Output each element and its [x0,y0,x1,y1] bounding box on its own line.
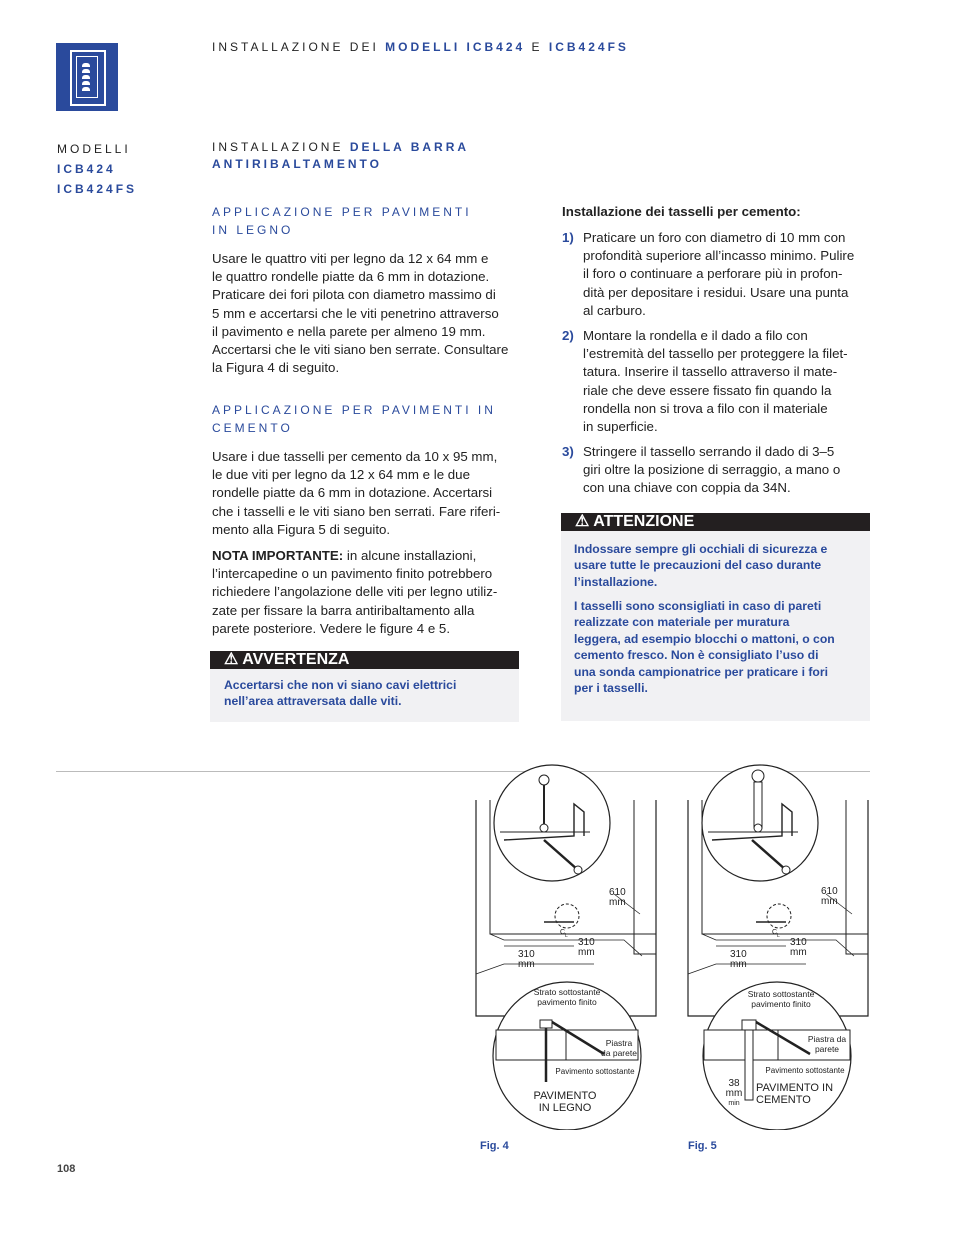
wood-line: le quattro rondelle piatte da 6 mm in dotazione. [212,269,490,285]
dim-610-unit: mm [821,896,838,907]
warning-line: Accertarsi che non vi siano cavi elettrici [224,678,457,692]
step-line: Stringere il tassello serrando il dado di 3–5 [583,444,835,459]
warning-line: nell’area attraversata dalle viti. [224,694,402,709]
wood-line: Accertarsi che le viti siano ben serrate. Consultare [212,342,509,358]
sidebar-model-2: ICB424FS [57,182,138,196]
caution-paragraph-2 [574,598,835,696]
step-line: con una chiave con coppia da 34N. [583,480,791,496]
step-text [583,327,848,436]
header-connector: E [531,40,543,54]
step-line: il foro o continuare a perforare più in profon- [583,266,843,282]
centerline-mark: C [560,929,566,936]
floor-type-2: CEMENTO [756,1094,811,1106]
step-line: riale che deve essere fissato fin quando la [583,382,832,398]
plate-label-2: da parete [601,1048,637,1058]
plate-label-1: Piastra da [807,1034,847,1044]
dim-310-right-unit: mm [790,947,807,958]
anchors-title: Installazione dei tasselli per cemento: [562,204,801,219]
caution-line: Indossare sempre gli occhiali di sicurezza e [574,542,828,556]
floor-type-1: PAVIMENTO IN [756,1082,834,1094]
brand-logo [56,43,118,111]
subfloor-label: Pavimento sottostante [555,1067,635,1076]
concrete-heading [212,401,542,437]
note-line: zate per fissare la barra antiribaltamento alla [212,602,475,618]
caution-title: ATTENZIONE [593,513,695,530]
header-model-1: MODELLI ICB424 [385,40,526,54]
concrete-line: che i tasselli e le viti siano ben serrati. Fare riferi- [212,503,501,519]
note-line: parete posteriore. Vedere le figure 4 e 5. [212,620,451,636]
centerline-mark: C [772,929,778,936]
concrete-heading-line-2: CEMENTO [212,421,293,435]
warning-title: AVVERTENZA [242,651,350,668]
underlay-label-1: Strato sottostante [747,989,815,999]
dim-310-left: 310 [730,949,747,960]
caution-paragraph-1 [574,541,827,590]
figure-5-caption: Fig. 5 [688,1140,717,1152]
step-number: 1) [562,230,574,245]
caution-line: leggera, ad esempio blocchi o mattoni, o con [574,631,835,646]
dim-610: 610 [821,886,838,897]
step-3 [562,443,884,503]
concrete-paragraph [212,448,542,539]
dim-310-left-unit: mm [518,959,535,970]
step-line: al carburo. [583,302,646,318]
note-label: NOTA IMPORTANTE: [212,548,344,563]
concrete-line: Usare i due tasselli per cemento da 10 x 95 mm, [212,449,498,464]
dim-310-left-unit: mm [730,959,747,970]
depth-min: min [728,1100,740,1107]
step-line: l’estremità del tassello per proteggere la filet- [583,346,848,362]
important-note [212,547,542,638]
step-line: Montare la rondella e il dado a filo con [583,328,808,343]
caution-line: realizzate con materiale per muratura [574,615,790,630]
wood-line: Praticare dei fori pilota con diametro massimo di [212,287,496,303]
caution-line: per i tasselli. [574,681,648,696]
note-line: l’intercapedine o un pavimento finito potrebbero [212,566,493,582]
figure-5-diagram [686,764,874,1130]
caution-line: l’installazione. [574,574,658,589]
step-1 [562,229,884,318]
wood-line: la Figura 4 di seguito. [212,360,340,376]
step-line: in superficie. [583,419,658,435]
wood-line: il pavimento e nella parete per almeno 19 mm. [212,323,486,339]
warning-triangle-icon: ⚠ [224,651,239,668]
dim-310-right-unit: mm [578,947,595,958]
subfloor-label: Pavimento sottostante [765,1066,845,1075]
warning-triangle-icon: ⚠ [575,513,590,530]
depth-unit: mm [725,1088,743,1099]
header-model-2: ICB424FS [548,40,629,54]
figure-4-caption: Fig. 4 [480,1140,509,1152]
dim-310-right: 310 [578,937,595,948]
underlay-label-1: Strato sottostante [533,987,601,997]
caution-line: usare tutte le precauzioni del caso durante [574,558,822,573]
step-number: 3) [562,444,574,459]
plate-label-2: parete [814,1044,840,1054]
concrete-heading-line-1: APPLICAZIONE PER PAVIMENTI IN [212,403,496,417]
caution-line: cemento fresco. Non è consigliato l’uso di [574,648,819,663]
sidebar-models [57,139,137,199]
floor-type-1: PAVIMENTO [533,1090,597,1102]
step-2 [562,327,884,435]
caution-line: una sonda campionatrice per praticare i fori [574,664,828,679]
step-line: profondità superiore all’incasso minimo. Pulire [583,248,855,264]
wood-heading-line-2: IN LEGNO [212,223,294,237]
caution-box [561,513,870,721]
step-text [583,229,854,320]
section-title-bold-2: ANTIRIBALTAMENTO [212,157,382,171]
section-title [212,139,512,173]
figure-4-diagram [474,764,662,1130]
step-line: giri oltre la posizione di serraggio, a mano o [583,462,841,478]
centerline-sub: L [565,933,568,939]
plate-label-1: Piastra [605,1038,633,1048]
section-title-plain: INSTALLAZIONE [212,140,344,154]
wood-heading [212,203,542,239]
section-title-bold-1: DELLA BARRA [349,140,470,154]
step-number: 2) [562,328,574,343]
caution-line: I tasselli sono sconsigliati in caso di pareti [574,599,822,613]
concrete-line: le due viti per legno da 12 x 64 mm e le due [212,467,470,483]
wood-paragraph [212,250,542,377]
caution-title-bar [561,513,870,531]
note-line: richiedere l’angolazione delle viti per legno utiliz- [212,584,498,600]
step-line: dità per depositare i residui. Usare una punta [583,284,849,300]
floor-type-2: IN LEGNO [538,1102,592,1114]
warning-text [224,677,456,710]
depth-value: 38 [728,1078,740,1089]
dim-310-left: 310 [518,949,535,960]
wood-line: 5 mm e accertarsi che le viti penetrino attraverso [212,305,499,321]
underlay-label-2: pavimento finito [751,999,811,1009]
warning-box [210,651,519,722]
concrete-line: rondelle piatte da 6 mm in dotazione. Accertarsi [212,485,493,501]
concrete-line: mento alla Figura 5 di seguito. [212,521,391,537]
dim-610-unit: mm [609,897,626,908]
wood-line: Usare le quattro viti per legno da 12 x 64 mm e [212,251,489,266]
step-text [583,443,840,498]
page-header [212,40,629,54]
dim-610: 610 [609,887,626,898]
sidebar-model-1: ICB424 [57,162,116,176]
wood-heading-line-1: APPLICAZIONE PER PAVIMENTI [212,205,472,219]
dim-310-right: 310 [790,937,807,948]
note-line: in alcune installazioni, [343,548,477,563]
header-prefix: INSTALLAZIONE DEI [212,40,379,54]
step-line: Praticare un foro con diametro di 10 mm con [583,230,846,245]
page-number: 108 [57,1163,76,1175]
step-line: rondella non si trova a filo con il materiale [583,400,828,416]
centerline-sub: L [777,933,780,939]
warning-title-bar [210,651,519,669]
underlay-label-2: pavimento finito [537,997,597,1007]
sidebar-label: MODELLI [57,142,131,156]
step-line: tatura. Inserire il tassello attraverso il mate- [583,364,838,380]
